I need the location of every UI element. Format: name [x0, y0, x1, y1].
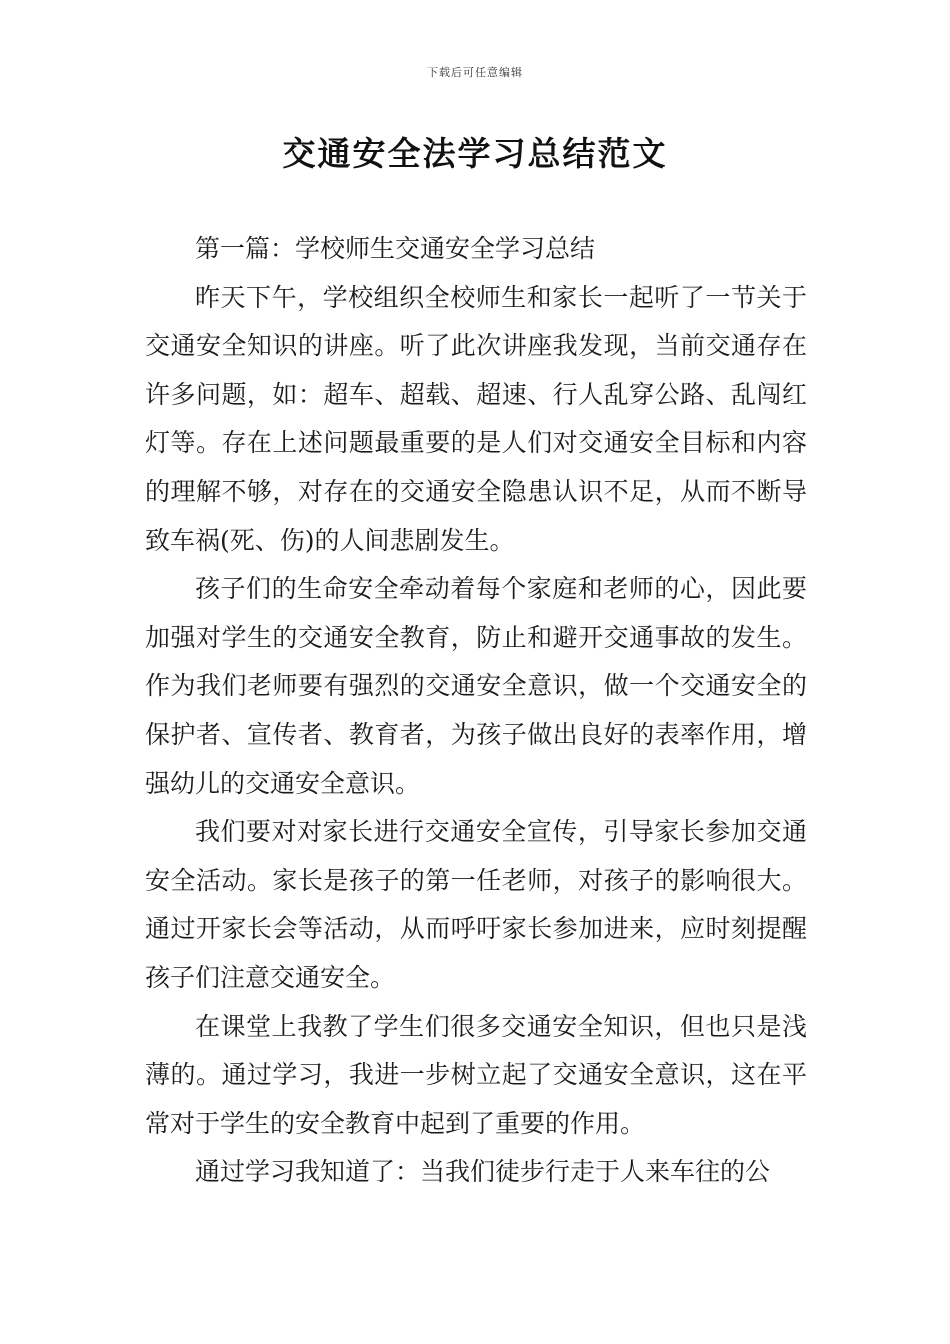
- section-heading: 第一篇：学校师生交通安全学习总结: [195, 234, 596, 263]
- paragraph: 我们要对对家长进行交通安全宣传，引导家长参加交通安全活动。家长是孩子的第一任老师，对孩子的影响很大。通过开家长会等活动，从而呼吁家长参加进来，应时刻提醒孩子们注意交通安全。: [145, 817, 807, 992]
- page-title: 交通安全法学习总结范文: [282, 134, 668, 173]
- header-note: 下载后可任意编辑: [427, 66, 523, 79]
- document-body: [145, 225, 807, 1197]
- paragraph: 在课堂上我教了学生们很多交通安全知识，但也只是浅薄的。通过学习，我进一步树立起了交通安全意识，这在平常对于学生的安全教育中起到了重要的作用。: [145, 1011, 807, 1138]
- paragraph: 昨天下午，学校组织全校师生和家长一起听了一节关于交通安全知识的讲座。听了此次讲座我发现，当前交通存在许多问题，如：超车、超载、超速、行人乱穿公路、乱闯红灯等。存在上述问题最重要的是人们对交通安全目标和内容的理解不够，对存在的交通安全隐患认识不足，从而不断导致车祸(死、伤)的人间悲剧发生。: [145, 282, 807, 555]
- paragraph: 通过学习我知道了：当我们徒步行走于人来车往的公: [195, 1157, 771, 1187]
- paragraph: 孩子们的生命安全牵动着每个家庭和老师的心，因此要加强对学生的交通安全教育，防止和避开交通事故的发生。作为我们老师要有强烈的交通安全意识，做一个交通安全的保护者、宣传者、教育者，为孩子做出良好的表率作用，增强幼儿的交通安全意识。: [145, 574, 807, 798]
